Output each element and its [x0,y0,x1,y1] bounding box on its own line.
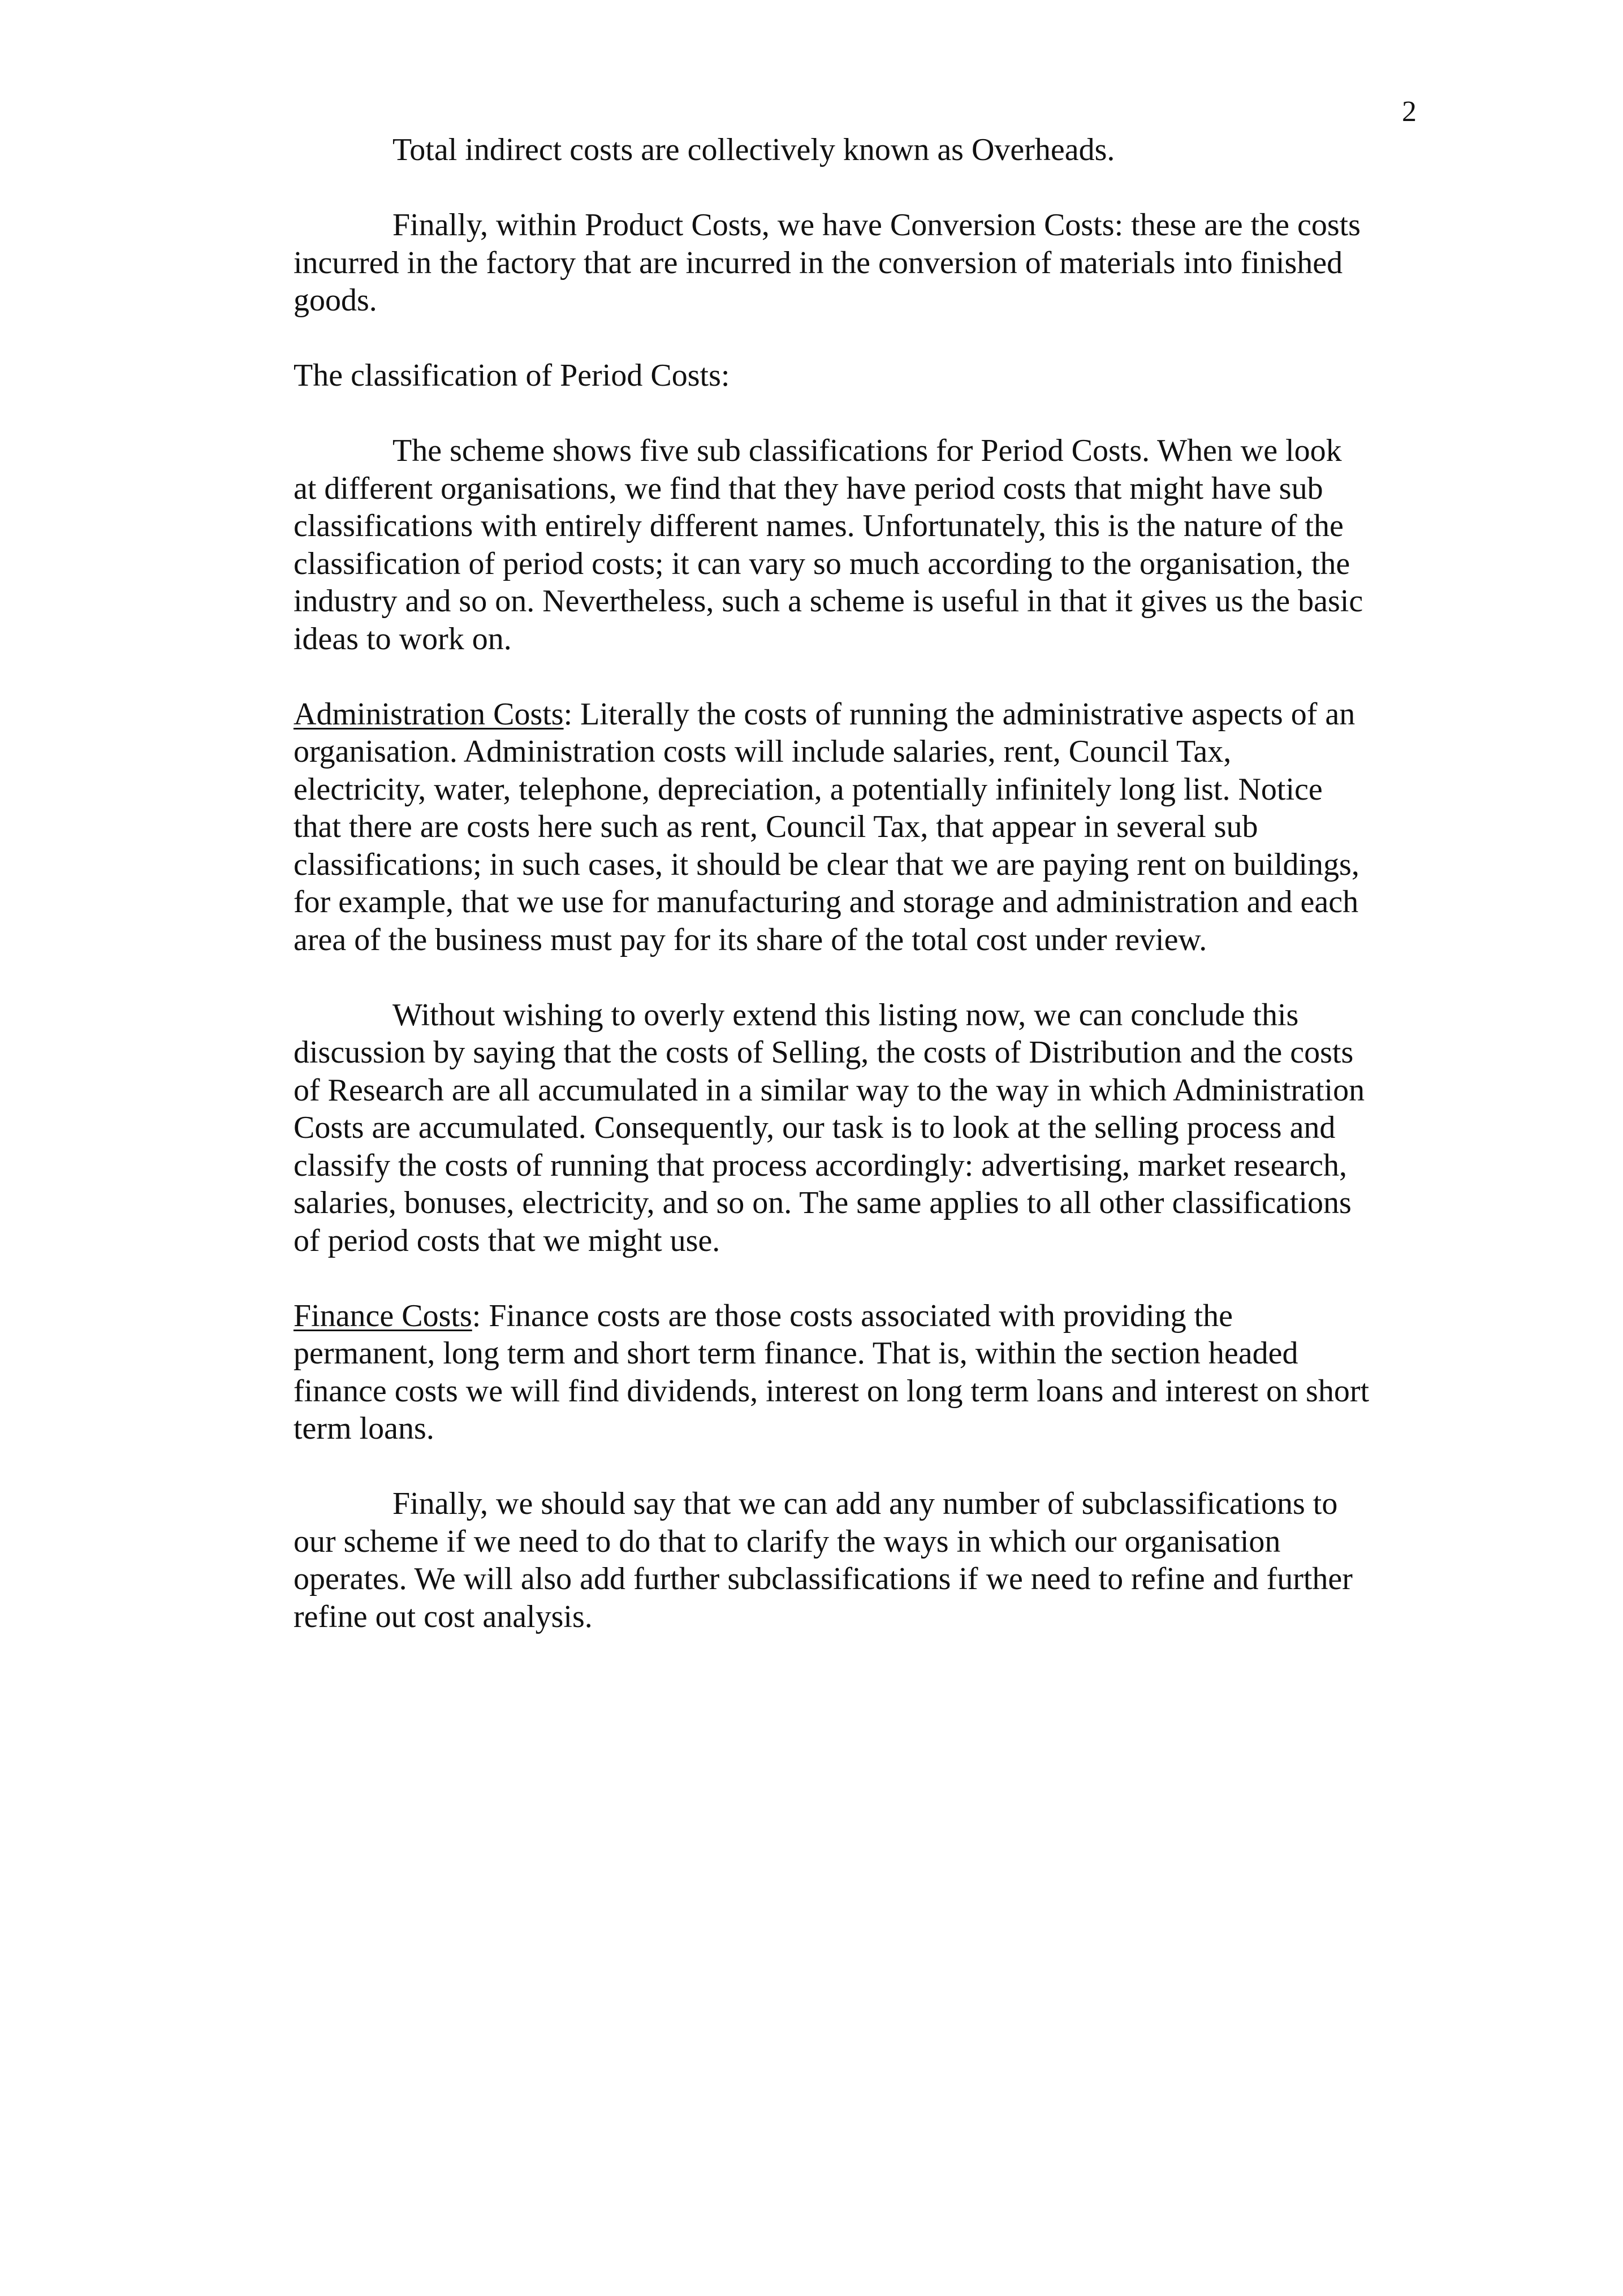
text-line: of Research are all accumulated in a similar way to the way in which Administration [293,1072,1365,1108]
text-line: : Finance costs are those costs associated with providing the [472,1298,1233,1333]
text-line: The scheme shows five sub classifications for Period Costs. When we look [392,433,1342,468]
text-line: Finally, we should say that we can add any number of subclassifications to [392,1486,1338,1521]
text-line: industry and so on. Nevertheless, such a scheme is useful in that it gives us the basic [293,584,1363,619]
text-line: for example, that we use for manufacturing and storage and administration and each [293,884,1359,920]
text-line: permanent, long term and short term finance. That is, within the section headed [293,1336,1298,1371]
text-line: classifications; in such cases, it should be clear that we are paying rent on buildings, [293,847,1359,882]
paragraph-subclassifications [293,1485,1425,1635]
text-line: classifications with entirely different names. Unfortunately, this is the nature of the [293,508,1344,543]
paragraph-scheme [293,432,1425,658]
administration-costs-heading: Administration Costs [293,696,564,732]
paragraph-overheads [293,131,1425,169]
paragraph-period-costs-heading [293,357,1425,395]
text-line: that there are costs here such as rent, Council Tax, that appear in several sub [293,809,1258,844]
text-line: classification of period costs; it can vary so much according to the organisation, the [293,546,1350,581]
text-line: classify the costs of running that process accordingly: advertising, market research, [293,1147,1347,1183]
page-number: 2 [1402,96,1417,128]
text-line: our scheme if we need to do that to clarify the ways in which our organisation [293,1524,1281,1559]
paragraph-conversion-costs [293,206,1425,320]
text-line: organisation. Administration costs will include salaries, rent, Council Tax, [293,734,1232,769]
text-line: discussion by saying that the costs of Selling, the costs of Distribution and the costs [293,1035,1354,1070]
text-line: Finally, within Product Costs, we have Conversion Costs: these are the costs [392,208,1361,243]
text-line: The classification of Period Costs: [293,358,730,393]
document-body [293,131,1425,1673]
paragraph-selling-distribution [293,996,1425,1260]
text-line: Without wishing to overly extend this listing now, we can conclude this [392,997,1299,1033]
finance-costs-heading: Finance Costs [293,1298,472,1333]
text-line: ideas to work on. [293,621,512,657]
text-line: Total indirect costs are collectively known as Overheads. [392,132,1115,167]
paragraph-finance-costs [293,1297,1425,1448]
text-line: electricity, water, telephone, depreciation, a potentially infinitely long list. Notice [293,771,1323,807]
paragraph-administration-costs [293,696,1425,959]
text-line: finance costs we will find dividends, interest on long term loans and interest on short [293,1373,1370,1409]
text-line: of period costs that we might use. [293,1223,720,1258]
text-line: goods. [293,283,377,318]
text-line: incurred in the factory that are incurred in the conversion of materials into finished [293,245,1343,280]
text-line: refine out cost analysis. [293,1599,593,1634]
text-line: salaries, bonuses, electricity, and so on. The same applies to all other classifications [293,1185,1352,1220]
text-line: : Literally the costs of running the administrative aspects of an [563,696,1356,732]
text-line: area of the business must pay for its share of the total cost under review. [293,922,1207,957]
text-line: at different organisations, we find that they have period costs that might have sub [293,471,1323,506]
text-line: Costs are accumulated. Consequently, our task is to look at the selling process and [293,1110,1336,1145]
text-line: term loans. [293,1411,434,1446]
text-line: operates. We will also add further subclassifications if we need to refine and further [293,1561,1353,1596]
